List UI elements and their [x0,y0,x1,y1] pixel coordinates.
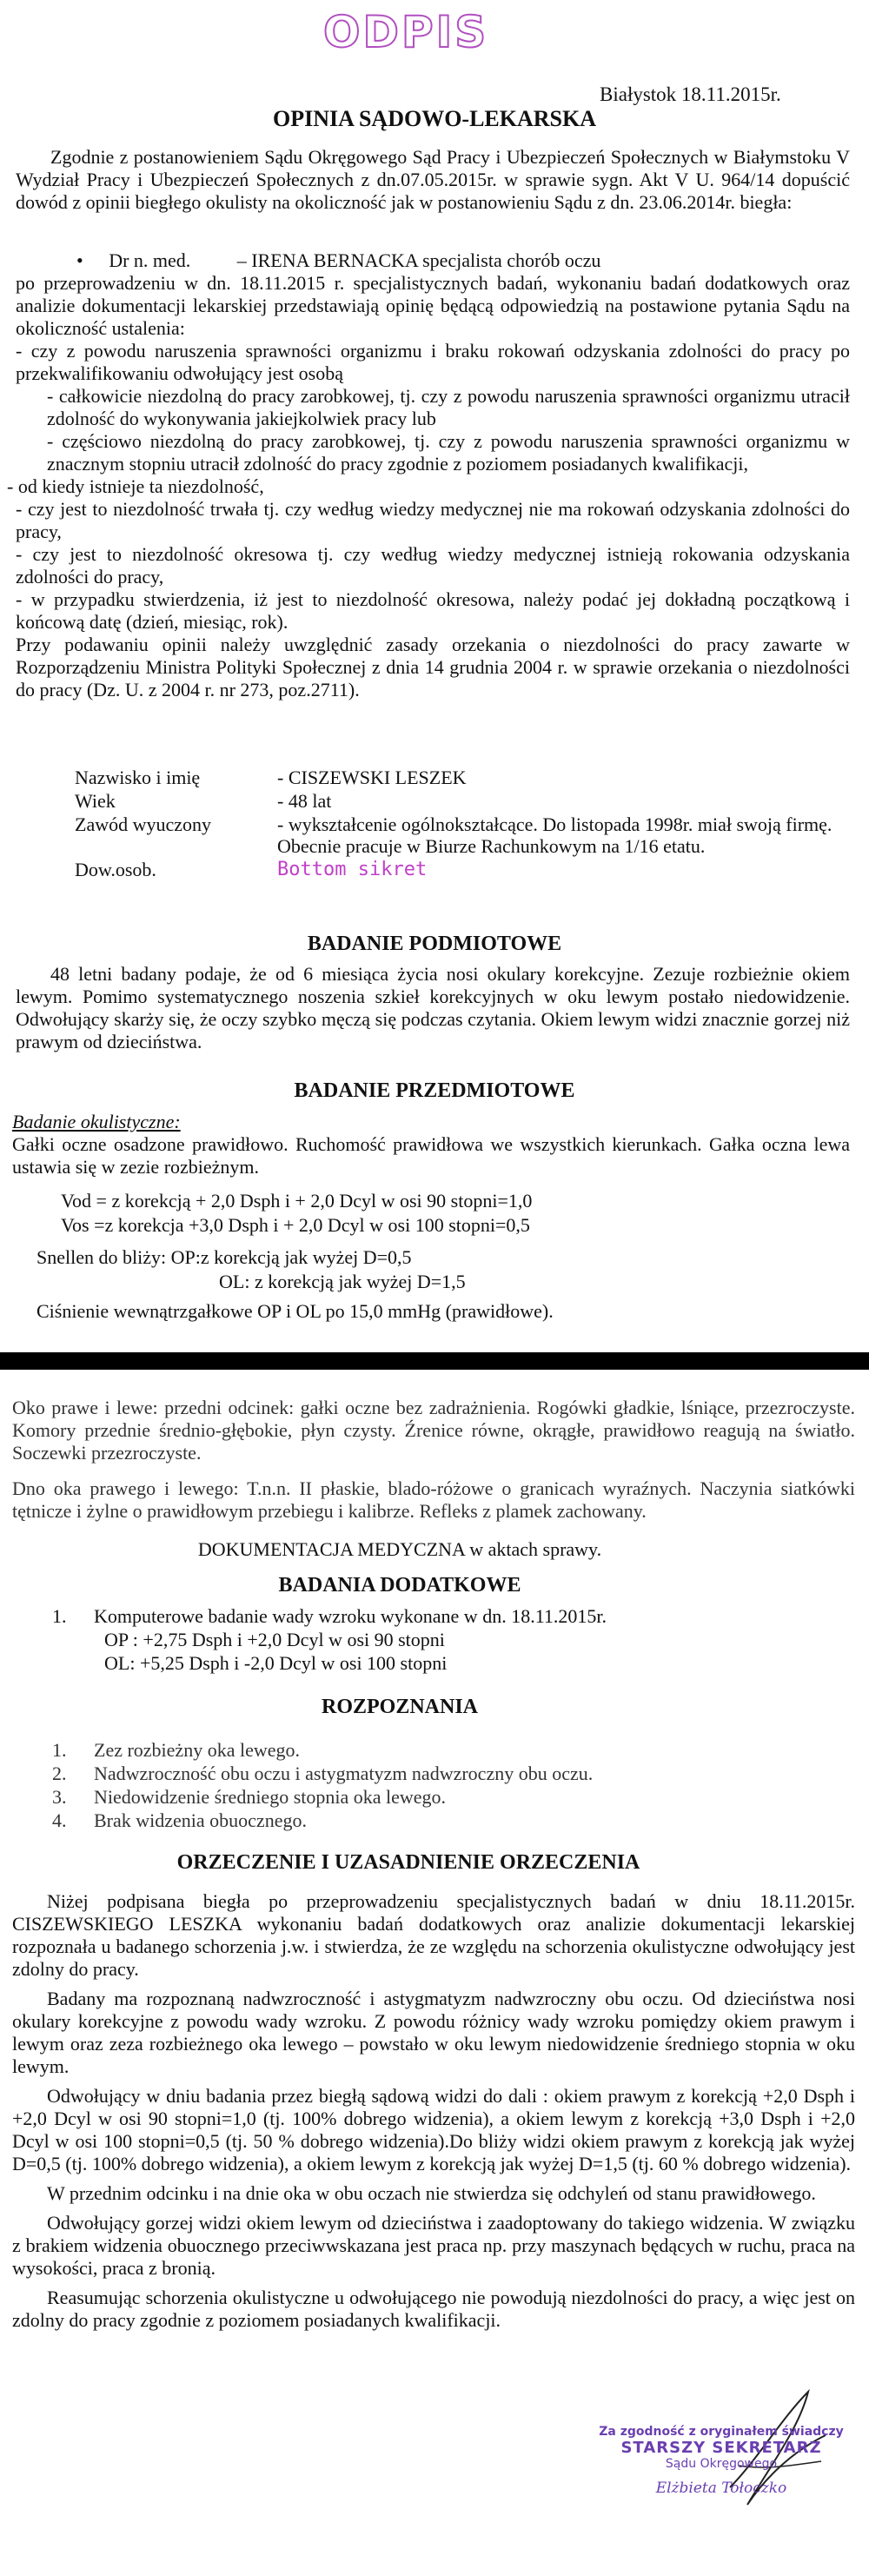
question-1: - czy z powodu naruszenia sprawności organizmu i braku rokowań odzyskania zdolności do pracy po przekwalifikowaniu odwołujący jest osobą [16,340,850,384]
list-text: Niedowidzenie średniego stopnia oka lewego. [94,1786,447,1808]
medical-docs-line: DOKUMENTACJA MEDYCZNA w aktach sprawy. [197,1538,602,1560]
verdict-p4: W przednim odcinku i na dnie oka w obu oczach nie stwierdza się odchyleń od stanu prawidłowego. [47,2182,816,2204]
after-expert-text: po przeprowadzeniu w dn. 18.11.2015 r. specjalistycznych badań, wykonaniu badań dodatkowych oraz analizie dokumentacji lekarskiej przedstawiają opinię będącą odpowiedzią na postawione pytania Sądu na okoliczność ustalenia: [16,272,850,339]
objective-block [12,1111,850,1178]
info-key: Wiek [75,790,116,812]
section-subjective-title: BADANIE PODMIOTOWE [307,933,562,955]
info-value: - 48 lat [277,790,332,812]
snellen-block [36,1245,819,1324]
subjective-text: 48 letni badany podaje, że od 6 miesiąca życia nosi okulary korekcyjne. Zezuje rozbieżnie okiem lewym. Pomimo systematycznego noszenia szkieł korekcyjnych w oku lewym postało niedowidzenie. Odwołujący skarży się, że oczy szybko męczą się podczas czytania. Okiem lewym widzi znacznie gorzej niż prawym od dzieciństwa. [16,963,850,1052]
subjective-block [16,963,850,1053]
verdict-p2: Badany ma rozpoznaną nadwzroczność i astygmatyzm nadwzroczny obu oczu. Od dzieciństwa nosi okulary korekcyjne z powodu wady wzroku. Z powodu różnicy wady wzroku pomiędzy okiem prawym i lewym oraz zeza rozbieżnego oka lewego – powstało w oku lewym niedowidzenie średniego stopnia w oku lewym. [12,1988,855,2077]
list-number: 2. [52,1763,67,1784]
verdict-p3: Odwołujący w dniu badania przez biegłą sądową widzi do dali : okiem prawym z korekcją +2,0 Dsph i +2,0 Dcyl w osi 90 stopni=1,0 (tj. 100% dobrego widzenia), a okiem lewym z korekcją +3,0 Dsph i +2,0 Dcyl w osi 100 stopni=0,5 (tj. 50 % dobrego widzenia).Do bliży widzi okiem prawym z korekcją jak wyżej D=0,5 (tj. 100% dobrego widzenia), a okiem lewym z korekcją jak wyżej D=1,5 (tj. 60 % dobrego widzenia). [12,2085,855,2174]
question-1a: - całkowicie niezdolną do pracy zarobkowej, tj. czy z powodu naruszenia sprawności organizmu utracił zdolność do wykonywania jakiejkolwiek pracy lub [47,385,850,429]
exam-label: Badanie okulistyczne: [12,1111,181,1132]
question-1b: - częściowo niezdolną do pracy zarobkowej, tj. czy z powodu naruszenia sprawności organizmu w znacznym stopniu utracił zdolność do pracy zgodnie z poziomem posiadanych kwalifikacji, [47,430,850,475]
additional-op: OP : +2,75 Dsph i +2,0 Dcyl w osi 90 stopni [104,1629,445,1650]
snellen-ol: OL: z korekcją jak wyżej D=1,5 [219,1271,466,1292]
anterior-text: Oko prawe i lewe: przedni odcinek: gałki oczne bez zadrażnienia. Rogówki gładkie, lśniące, przezroczyste. Komory przednie średnio-głębokie, płyn czysty. Źrenice równe, okrągłe, prawidłowo reagują na światło. Soczewki przezroczyste. [12,1397,855,1464]
exam-text: Gałki oczne osadzone prawidłowo. Ruchomość prawidłowa we wszystkich kierunkach. Gałka oczna lewa ustawia się w zezie rozbieżnym. [12,1133,850,1178]
list-number: 4. [52,1809,67,1831]
odpis-stamp: ODPIS [323,7,489,57]
pressure-line: Ciśnienie wewnątrzgałkowe OP i OL po 15,0 mmHg (prawidłowe). [36,1300,554,1322]
list-text: Komputerowe badanie wady wzroku wykonane w dn. 18.11.2015r. [94,1605,607,1627]
section-diagnosis-title: ROZPOZNANIA [321,1696,478,1718]
diagnosis-item [52,1738,593,1762]
list-number: 1. [52,1739,67,1761]
info-key: Zawód wyuczony [75,813,212,835]
diagnosis-item [52,1785,593,1809]
bullet-icon: • [76,249,83,271]
list-text: Nadwzroczność obu oczu i astygmatyzm nadwzroczny obu oczu. [94,1763,594,1784]
list-number: 1. [52,1605,67,1627]
question-5: - w przypadku stwierdzenia, iż jest to niezdolność okresowa, należy podać jej dokładną początkową i końcową datę (dzień, miesiąc, rok). [16,588,850,633]
intro-paragraph [16,146,850,214]
info-key: Dow.osob. [75,859,156,880]
fundus-block [12,1477,855,1523]
info-row-age [75,790,857,812]
diagnosis-list [52,1738,593,1832]
list-text: Brak widzenia obuocznego. [94,1809,307,1831]
stamp-line2: STARSZY SEKRETARZ [620,2439,822,2457]
verdict-p5: Odwołujący gorzej widzi okiem lewym od dzieciństwa i zaadoptowany do takiego widzenia. W związku z brakiem widzenia obuocznego przeciwwskazana jest praca np. przy maszynach będących w ruchu, praca na wysokości, praca z bronią. [12,2212,855,2279]
stamp-line3: Sądu Okręgowego [665,2457,778,2471]
questions-block [7,272,850,701]
snellen-op: Snellen do bliży: OP:z korekcją jak wyżej D=0,5 [36,1246,412,1268]
section-additional-title: BADANIA DODATKOWE [278,1574,521,1597]
vod-line: Vod = z korekcją + 2,0 Dsph i + 2,0 Dcyl w osi 90 stopni=1,0 [61,1190,533,1212]
verdict-p6: Reasumując schorzenia okulistyczne u odwołującego nie powodują niezdolności do pracy, a więc jest on zdolny do pracy zgodnie z poziomem posiadanych kwalifikacji. [12,2287,855,2331]
list-number: 3. [52,1786,67,1808]
question-4: - czy jest to niezdolność okresowa tj. czy według wiedzy medycznej istnieją rokowania odzyskania zdolności do pracy, [16,543,850,588]
diagnosis-item [52,1809,593,1832]
info-row-job [75,813,857,857]
acuity-block [61,1189,843,1238]
info-row-id [75,859,857,880]
info-row-name [75,767,857,788]
diagnosis-item [52,1762,593,1785]
additional-list [52,1604,607,1675]
question-2: - od kiedy istnieje ta niezdolność, [7,475,264,497]
info-key: Nazwisko i imię [75,767,201,788]
question-3: - czy jest to niezdolność trwała tj. czy według wiedzy medycznej nie ma rokowań odzyskania zdolności do pracy, [16,498,850,542]
expert-line [76,249,621,272]
document-title: OPINIA SĄDOWO-LEKARSKA [273,106,596,131]
info-value: - wykształcenie ogólnokształcące. Do listopada 1998r. miał swoją firmę. Obecnie pracuje w Biurze Rachunkowym na 1/16 etatu. [277,813,833,857]
question-6: Przy podawaniu opinii należy uwzględnić zasady orzekania o niezdolności do pracy zawarte w Rozporządzeniu Ministra Polityki Społecznej z dnia 14 grudnia 2004 r. w sprawie orzekania o niezdolności do pracy (Dz. U. z 2004 r. nr 273, poz.2711). [16,634,850,700]
anterior-block [12,1397,855,1464]
certification-stamp [591,2425,852,2497]
expert-title: Dr n. med. [109,249,191,271]
section-verdict-title: ORZECZENIE I UZASADNIENIE ORZECZENIA [176,1851,640,1874]
patient-info-table [75,767,857,882]
stamp-line1: Za zgodność z oryginałem świadczy [599,2425,844,2439]
expert-name: – IRENA BERNACKA specjalista chorób oczu [236,249,601,271]
fundus-text: Dno oka prawego i lewego: T.n.n. II płaskie, blado-różowe o granicach wyraźnych. Naczynia siatkówki tętnicze i żylne o prawidłowym przebiegu i kalibrze. Refleks z plamek zachowany. [12,1477,855,1522]
intro-text: Zgodnie z postanowieniem Sądu Okręgowego Sąd Pracy i Ubezpieczeń Społecznych w Białymstoku V Wydział Pracy i Ubezpieczeń Społecznych z dn.07.05.2015r. w sprawie sygn. Akt V U. 964/14 dopuścić dowód z opinii biegłego okulisty na okoliczność jak w postanowieniu Sądu z dn. 23.06.2014r. biegła: [16,146,850,213]
page-divider [0,1352,869,1370]
vos-line: Vos =z korekcja +3,0 Dsph i + 2,0 Dcyl w osi 100 stopni=0,5 [61,1214,530,1236]
additional-ol: OL: +5,25 Dsph i -2,0 Dcyl w osi 100 stopni [104,1652,448,1674]
section-objective-title: BADANIE PRZEDMIOTOWE [294,1079,575,1102]
date-line: Białystok 18.11.2015r. [600,83,781,105]
list-item [52,1604,607,1628]
verdict-p1: Niżej podpisana biegła po przeprowadzeniu specjalistycznych badań w dniu 18.11.2015r. CISZEWSKIEGO LESZKA wykonaniu badań dodatkowych oraz analizie dokumentacji lekarskiej rozpoznała u badanego schorzenia j.w. i stwierdza, że ze względu na schorzenia okulistyczne odwołujący jest zdolny do pracy. [12,1890,855,1980]
info-value: - CISZEWSKI LESZEK [277,767,467,788]
stamp-name: Elżbieta Tołoczko [655,2480,787,2497]
verdict-block [12,1890,855,2332]
list-text: Zez rozbieżny oka lewego. [94,1739,300,1761]
info-value-redacted: Bottom sikret [277,859,428,880]
